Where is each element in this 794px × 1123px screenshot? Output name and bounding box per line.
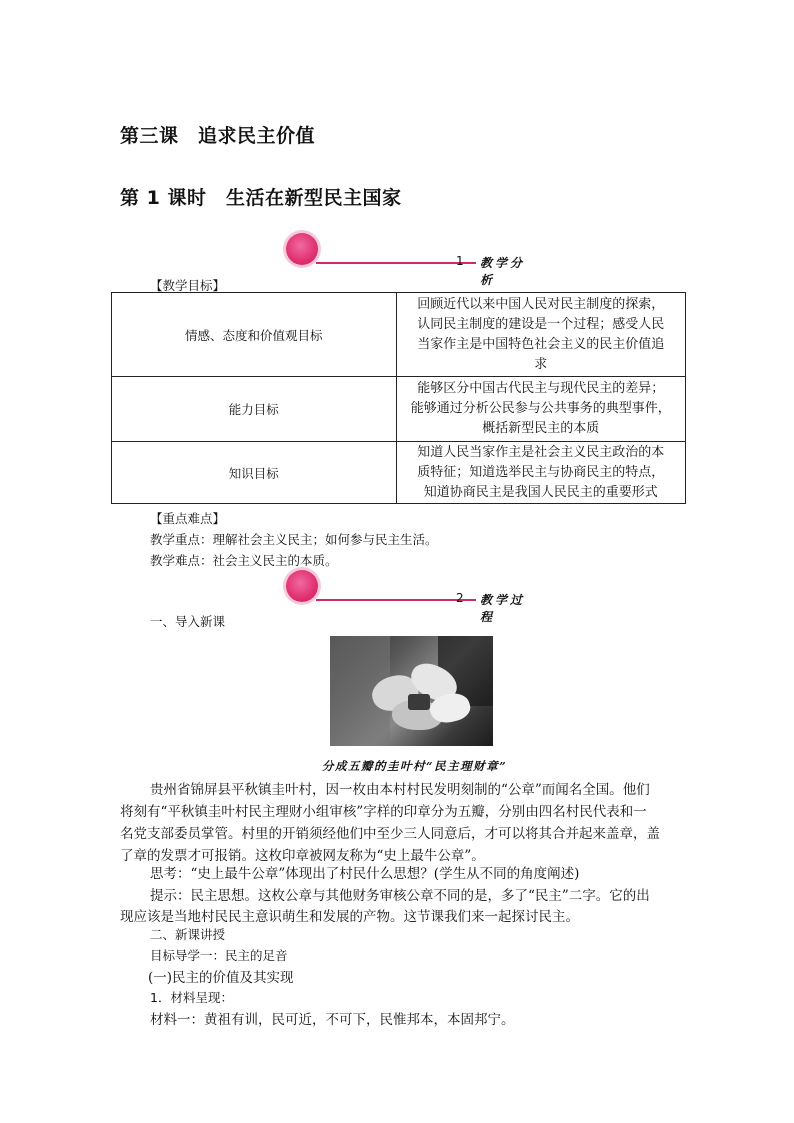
pink-circle-icon — [286, 233, 318, 265]
key-point: 教学重点：理解社会主义民主；如何参与民主生活。 — [150, 532, 438, 547]
story-line: 将刻有“平秋镇圭叶村民主理财小组审核”字样的印章分为五瓣，分别由四名村民代表和一 — [120, 804, 647, 820]
target-heading: 目标导学一：民主的足音 — [150, 948, 288, 963]
goal-description: 回顾近代以来中国人民对民主制度的探索， 认同民主制度的建设是一个过程；感受人民 当家作主是中国特色社会主义的民主价值追 求 — [396, 293, 686, 377]
table-row — [112, 377, 686, 442]
new-lesson-heading: 二、新课讲授 — [150, 927, 226, 942]
seal-photo — [330, 636, 493, 746]
pink-circle-icon — [286, 570, 318, 602]
section-number: 2 — [456, 591, 464, 605]
banner-line — [316, 599, 476, 601]
section-label: 教学分析 — [480, 256, 526, 287]
goal-label: 知识目标 — [112, 442, 397, 504]
goal-description: 知道人民当家作主是社会主义民主政治的本 质特征；知道选举民主与协商民主的特点， 知道协商民主是我国人民民主的重要形式 — [396, 442, 686, 504]
section-number: 1 — [456, 254, 464, 268]
story-line: 了章的发票才可报销。这枚印章被网友称为“史上最牛公章”。 — [120, 848, 485, 864]
goals-table — [111, 292, 686, 504]
goals-heading: 【教学目标】 — [150, 278, 226, 293]
goal-label: 能力目标 — [112, 377, 397, 442]
section-banner-analysis — [286, 233, 536, 287]
item-heading: 1．材料呈现： — [150, 990, 233, 1005]
session-title: 第 1 课时 生活在新型民主国家 — [120, 187, 402, 209]
think-question: 思考：“史上最牛公章”体现出了村民什么思想？(学生从不同的角度阐述) — [150, 866, 580, 882]
goal-description: 能够区分中国古代民主与现代民主的差异； 能够通过分析公民参与公共事务的典型事件， 概括新型民主的本质 — [396, 377, 686, 442]
goal-label: 情感、态度和价值观目标 — [112, 293, 397, 377]
hint-line: 提示：民主思想。这枚公章与其他财务审核公章不同的是，多了“民主”二字。它的出 — [150, 888, 650, 904]
lesson-title: 第三课 追求民主价值 — [120, 125, 316, 147]
subsection-heading: (一)民主的价值及其实现 — [148, 970, 294, 986]
intro-heading: 一、导入新课 — [150, 614, 226, 629]
material-text: 材料一：黄祖有训，民可近，不可下，民惟邦本，本固邦宁。 — [150, 1012, 515, 1028]
story-line: 贵州省锦屏县平秋镇圭叶村，因一枚由本村村民发明刻制的“公章”而闻名全国。他们 — [150, 782, 650, 798]
hint-line: 现应该是当地村民民主意识萌生和发展的产物。这节课我们来一起探讨民主。 — [120, 909, 579, 925]
story-line: 名党支部委员掌管。村里的开销须经他们中至少三人同意后，才可以将其合并起来盖章，盖 — [120, 826, 660, 842]
difficult-point: 教学难点：社会主义民主的本质。 — [150, 553, 338, 568]
photo-caption: 分成五瓣的圭叶村“民主理财章” — [322, 759, 508, 773]
section-label: 教学过程 — [480, 593, 526, 624]
table-row — [112, 442, 686, 504]
table-row — [112, 293, 686, 377]
banner-line — [316, 262, 476, 264]
section-banner-process — [286, 570, 536, 624]
keypoints-heading: 【重点难点】 — [150, 511, 226, 526]
